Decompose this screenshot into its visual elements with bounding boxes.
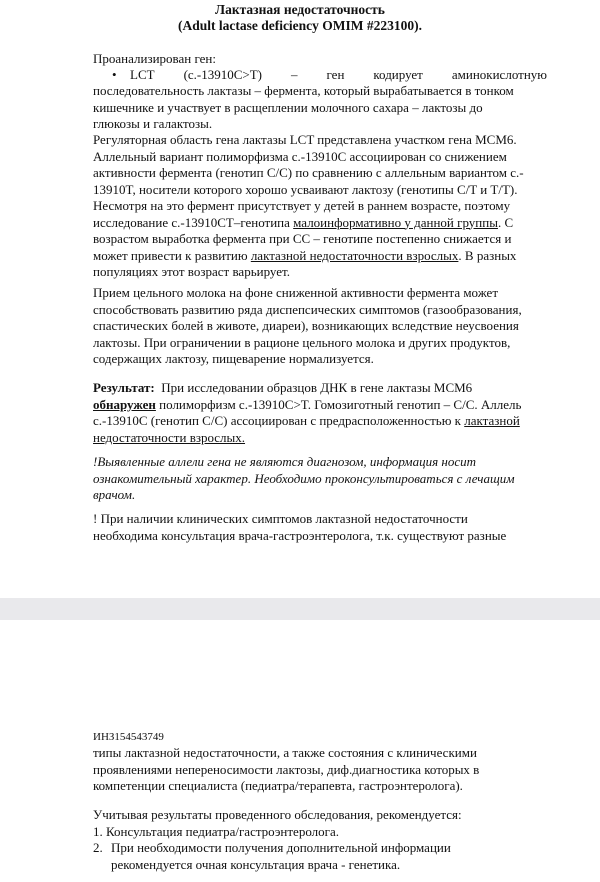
milk-paragraph: Прием цельного молока на фоне сниженной активности фермента может способствовать развитию ряда диспепсических симптомов (газообразования, спастических болей в животе, диареи), возникающих вследствие неусвоения лактозы. При ограничении в рационе цельного молока и других продуктов, содержащих лактозу, пищеварение нормализуется. — [93, 285, 522, 366]
recommendations — [93, 807, 553, 873]
analyzed-heading: Проанализирован ген: — [93, 51, 216, 66]
disclaimer-note: !Выявленные аллели гена не являются диагнозом, информация носит ознакомительный характер. Необходимо проконсультироваться с лечащим врачом. — [93, 454, 515, 502]
result-found: обнаружен — [93, 396, 156, 412]
underlined-diagnosis: лактазной недостаточности взрослых — [250, 247, 459, 263]
result-section: Результат: При исследовании образцов ДНК в гене лактазы MCM6 обнаружен полиморфизм c.-13910C>T. Гомозиготный генотип – C/C. Аллель c.-13910C (генотип C/C) ассоциирован с предрасположенностью к лактазной недостаточности взрослых. — [93, 380, 522, 445]
bullet-line-1: LCT (c.-13910C>T) – ген кодирует аминокислотную — [130, 67, 547, 82]
document-id: ИНЗ154543749 — [93, 731, 164, 743]
document-title: Лактазная недостаточность (Adult lactase deficiency OMIM #223100). — [177, 2, 423, 33]
continued-paragraph: типы лактазной недостаточности, а также состояния с клиническими проявлениями непереносимости лактозы, диф.диагностика которых в компетенции специалиста (педиатра/терапевта, гастроэнтеролога). — [93, 745, 480, 793]
underlined-note: малоинформативно у данной группы — [293, 214, 498, 230]
page-2 — [0, 620, 600, 882]
gene-variant: (c.-13910C>T) — [183, 67, 263, 82]
recommendations-heading: Учитывая результаты проведенного обследования, рекомендуется: — [93, 807, 462, 822]
result-label: Результат: — [93, 380, 155, 395]
consultation-warning: ! При наличии клинических симптомов лактазной недостаточности необходима консультация врача-гастроэнтеролога, т.к. существуют разные — [93, 511, 507, 543]
recommendation-2: 2. При необходимости получения дополнительной информации рекомендуется очная консультация врача - генетика. — [93, 840, 451, 872]
recommendation-1: 1. Консультация педиатра/гастроэнтеролога. — [93, 823, 339, 839]
bullet-dot: • — [112, 67, 117, 82]
gene-name: LCT — [130, 67, 155, 82]
bullet-text: последовательность лактазы – фермента, который вырабатывается в тонком кишечнике и участвует в расщеплении молочного сахара – лактозы до глюкозы и галактозы. — [93, 83, 514, 131]
regulatory-paragraph: Регуляторная область гена лактазы LCT представлена участком гена MCM6. Аллельный вариант полиморфизма c.-13910C ассоциирован со снижением активности фермента (генотип C/C) по сравнению с аллельным вариантом c.- 13910T, носители которого хорошо усваивают лактозу (генотипы C/T и T/T). Несмотря на это фермент присутствует у детей в раннем возрасте, поэтому исследование c.-13910CT–генотипа малоинформативно у данной группы. С возрастом выработка фермента при CC – генотипе постепенно снижается и может привести к развитию лактазной недостаточности взрослых. В разных популяциях этот возраст варьирует. — [93, 132, 524, 279]
